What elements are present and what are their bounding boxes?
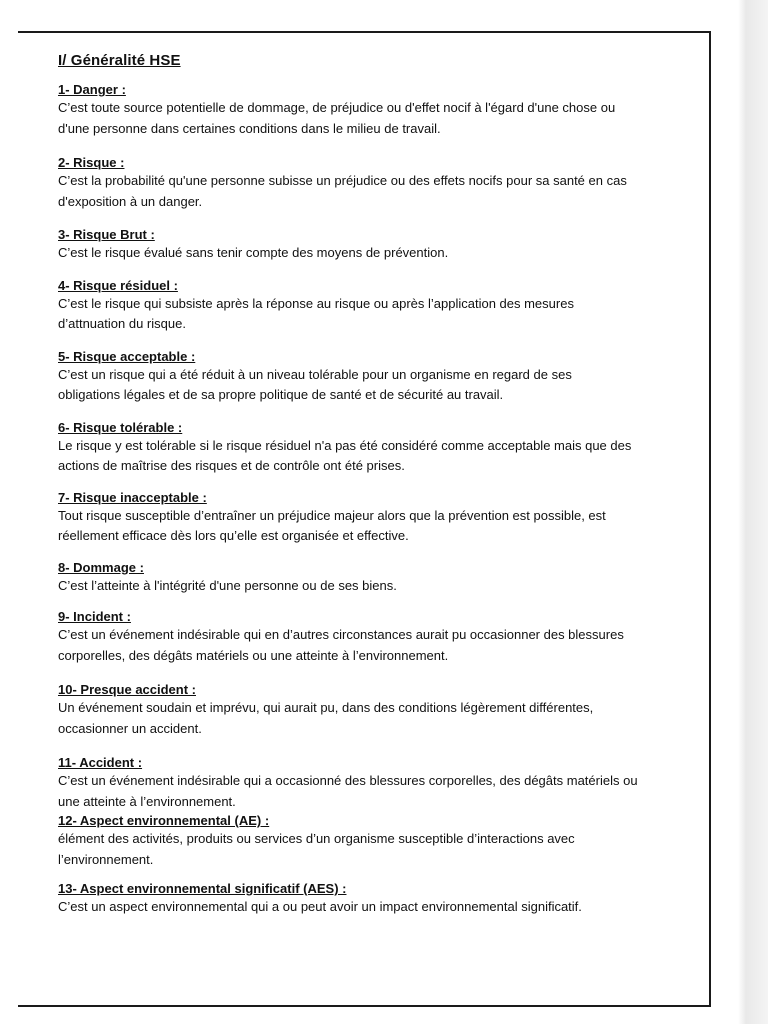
section-heading: 3- Risque Brut : <box>58 227 155 242</box>
section-text-line: d’attnuation du risque. <box>58 316 186 331</box>
section-heading: 7- Risque inacceptable : <box>58 489 207 505</box>
section-text-line: C’est le risque évalué sans tenir compte des moyens de prévention. <box>58 245 449 260</box>
section-heading: 1- Danger : <box>58 82 126 97</box>
section-risque-inacceptable <box>58 489 703 547</box>
section-text-line: C’est l’atteinte à l'intégrité d'une personne ou de ses biens. <box>58 577 397 593</box>
section-text-line: Le risque y est tolérable si le risque résiduel n'a pas été considéré comme acceptable mais que des <box>58 437 632 453</box>
section-danger <box>58 81 703 139</box>
section-text-line: C’est toute source potentielle de dommage, de préjudice ou d'effet nocif à l'égard d'une chose ou <box>58 100 616 115</box>
section-aspect-environnemental <box>58 812 703 870</box>
section-heading: 10- Presque accident : <box>58 682 196 697</box>
section-accident <box>58 754 703 812</box>
section-dommage <box>58 559 703 597</box>
section-heading: 4- Risque résiduel : <box>58 277 178 293</box>
section-heading: 11- Accident : <box>58 755 143 770</box>
section-text-line: d'exposition à un danger. <box>58 193 203 209</box>
section-text-line: C’est un événement indésirable qui a occasionné des blessures corporelles, des dégâts matériels ou <box>58 773 638 788</box>
section-risque-residuel <box>58 277 703 335</box>
section-text-line: d'une personne dans certaines conditions dans le milieu de travail. <box>58 120 441 136</box>
section-presque-accident <box>58 681 703 739</box>
section-heading: 9- Incident : <box>58 609 131 624</box>
section-heading: 8- Dommage : <box>58 559 144 575</box>
section-text-line: Un événement soudain et imprévu, qui aurait pu, dans des conditions légèrement différentes, <box>58 700 594 715</box>
section-heading: 13- Aspect environnemental significatif (AES) : <box>58 881 347 896</box>
section-aspect-environnemental-significatif <box>58 880 703 918</box>
section-text-line: C’est un aspect environnemental qui a ou peut avoir un impact environnemental significatif. <box>58 899 582 914</box>
document-body <box>58 52 703 918</box>
section-text-line: Tout risque susceptible d’entraîner un préjudice majeur alors que la prévention est possible, est <box>58 507 606 523</box>
section-text-line: obligations légales et de sa propre politique de santé et de sécurité au travail. <box>58 387 504 402</box>
section-heading: 2- Risque : <box>58 155 125 170</box>
section-heading: 12- Aspect environnemental (AE) : <box>58 813 270 828</box>
section-text-line: l’environnement. <box>58 851 154 867</box>
section-risque-acceptable <box>58 348 703 406</box>
section-text-line: C’est la probabilité qu'une personne subisse un préjudice ou des effets nocifs pour sa santé en cas <box>58 173 627 188</box>
section-text-line: occasionner un accident. <box>58 720 202 736</box>
section-risque-tolerable <box>58 419 703 477</box>
section-text-line: corporelles, des dégâts matériels ou une atteinte à l’environnement. <box>58 647 449 663</box>
section-text-line: C’est le risque qui subsiste après la réponse au risque ou après l’application des mesures <box>58 295 574 311</box>
section-heading: 5- Risque acceptable : <box>58 348 196 364</box>
section-text-line: C’est un événement indésirable qui en d’autres circonstances aurait pu occasionner des blessures <box>58 627 624 642</box>
section-risque <box>58 154 703 212</box>
section-heading: 6- Risque tolérable : <box>58 419 183 435</box>
section-text-line: réellement efficace dès lors qu’elle est organisée et effective. <box>58 528 409 543</box>
section-text-line: actions de maîtrise des risques et de contrôle ont été prises. <box>58 458 405 473</box>
section-text-line: C’est un risque qui a été réduit à un niveau tolérable pour un organisme en regard de ses <box>58 366 572 382</box>
page-title: I/ Généralité HSE <box>58 52 181 69</box>
section-incident <box>58 608 703 666</box>
section-risque-brut <box>58 226 703 264</box>
section-text-line: une atteinte à l’environnement. <box>58 793 236 809</box>
section-text-line: élément des activités, produits ou services d’un organisme susceptible d’interactions avec <box>58 831 575 846</box>
